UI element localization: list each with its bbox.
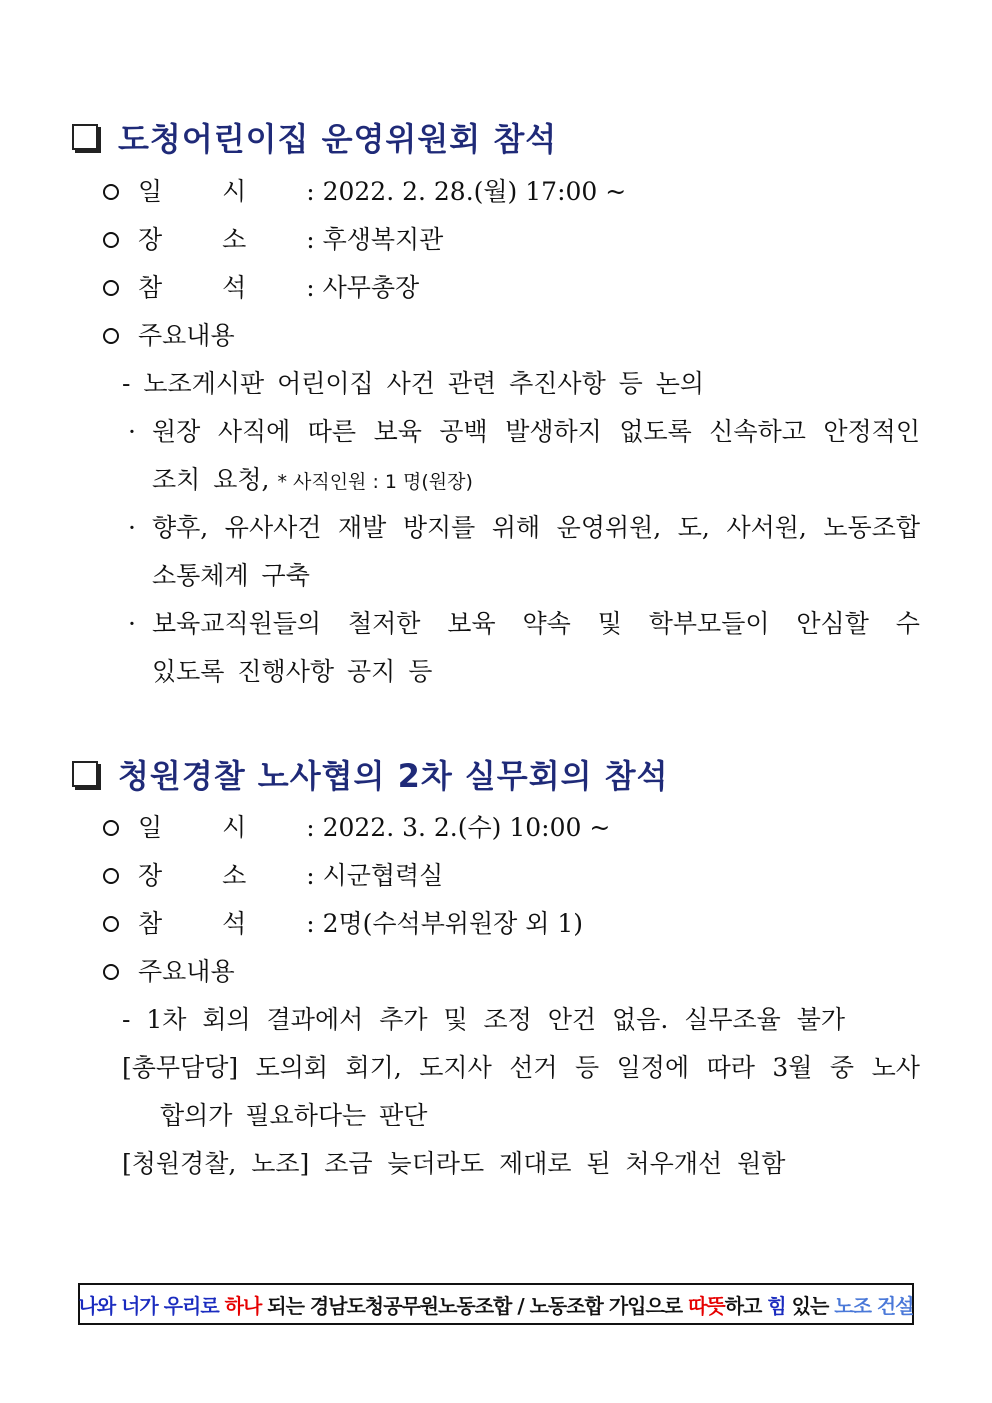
attend-label: 참 석 :: [138, 909, 315, 938]
date-label: 일 시 :: [138, 813, 315, 842]
slogan-part: 힘: [767, 1293, 786, 1318]
bullet-line: 원장 사직에 따른 보육 공백 발생하지 없도록 신속하고 안정적인: [152, 417, 920, 446]
section-title-text: 청원경찰 노사협의 2차 실무회의 참석: [118, 757, 669, 795]
dash-line: - 노조게시판 어린이집 사건 관련 추진사항 등 논의: [122, 369, 705, 398]
circle-bullet-icon: [103, 820, 119, 836]
place-row: [138, 863, 443, 888]
slogan-part: 따뜻: [688, 1293, 725, 1318]
dash-line: - 1차 회의 결과에서 추가 및 조정 안건 없음. 실무조율 불가: [122, 1005, 846, 1034]
date-row: [138, 815, 610, 840]
circle-bullet-icon: [103, 184, 119, 200]
place-value: 후생복지관: [322, 225, 444, 254]
bullet-line-cont: 있도록 진행사항 공지 등: [152, 657, 433, 686]
circle-bullet-icon: [103, 328, 119, 344]
section-title-2: [72, 751, 669, 797]
bullet-line-cont: [152, 467, 473, 492]
circle-bullet-icon: [103, 916, 119, 932]
attend-value: 사무총장: [322, 273, 420, 302]
slogan-part: 나와 너가 우리로: [78, 1293, 225, 1318]
attend-label: 참 석 :: [138, 273, 315, 302]
note-line: [총무담당] 도의회 회기, 도지사 선거 등 일정에 따라 3월 중 노사: [122, 1053, 920, 1082]
place-label: 장 소 :: [138, 861, 315, 890]
attend-row: [138, 275, 419, 300]
content-label: 주요내용: [138, 321, 235, 350]
section-title-text: 도청어린이집 운영위원회 참석: [118, 120, 558, 158]
bullet-line: 향후, 유사사건 재발 방지를 위해 운영위원, 도, 사서원, 노동조합: [152, 513, 920, 542]
footer-slogan-box: [78, 1283, 914, 1325]
bullet-text: 조치 요청,: [152, 465, 270, 494]
note-line-cont: 합의가 필요하다는 판단: [160, 1101, 428, 1130]
slogan-part: 하나: [224, 1293, 262, 1318]
bullet-note: * 사직인원 : 1 명(원장): [277, 471, 473, 493]
attend-row: [138, 911, 583, 936]
circle-bullet-icon: [103, 280, 119, 296]
attend-value: 2명(수석부위원장 외 1): [322, 909, 583, 938]
checkbox-square-icon: [72, 124, 98, 150]
place-row: [138, 227, 443, 252]
date-value: 2022. 3. 2.(수) 10:00 ~: [322, 813, 611, 842]
date-value: 2022. 2. 28.(월) 17:00 ~: [322, 177, 627, 206]
middle-dot-icon: ·: [128, 513, 136, 542]
slogan-part: 하고: [724, 1293, 768, 1318]
middle-dot-icon: ·: [128, 417, 136, 446]
bullet-line: 보육교직원들의 철저한 보육 약속 및 학부모들이 안심할 수: [152, 609, 920, 638]
place-value: 시군협력실: [322, 861, 444, 890]
date-label: 일 시 :: [138, 177, 315, 206]
note-line: [청원경찰, 노조] 조금 늦더라도 제대로 된 처우개선 원함: [122, 1149, 786, 1178]
slogan-part: 되는 경남도청공무원노동조합 / 노동조합 가입으로: [261, 1293, 689, 1318]
slogan-part: 있는: [785, 1293, 835, 1318]
slogan-part: 노조 건설: [834, 1293, 914, 1318]
bullet-line-cont: 소통체계 구축: [152, 561, 310, 590]
place-label: 장 소 :: [138, 225, 315, 254]
circle-bullet-icon: [103, 964, 119, 980]
circle-bullet-icon: [103, 868, 119, 884]
circle-bullet-icon: [103, 232, 119, 248]
checkbox-square-icon: [72, 761, 98, 787]
section-title-1: [72, 114, 557, 160]
middle-dot-icon: ·: [128, 609, 136, 638]
content-label: 주요내용: [138, 957, 235, 986]
date-row: [138, 179, 626, 204]
